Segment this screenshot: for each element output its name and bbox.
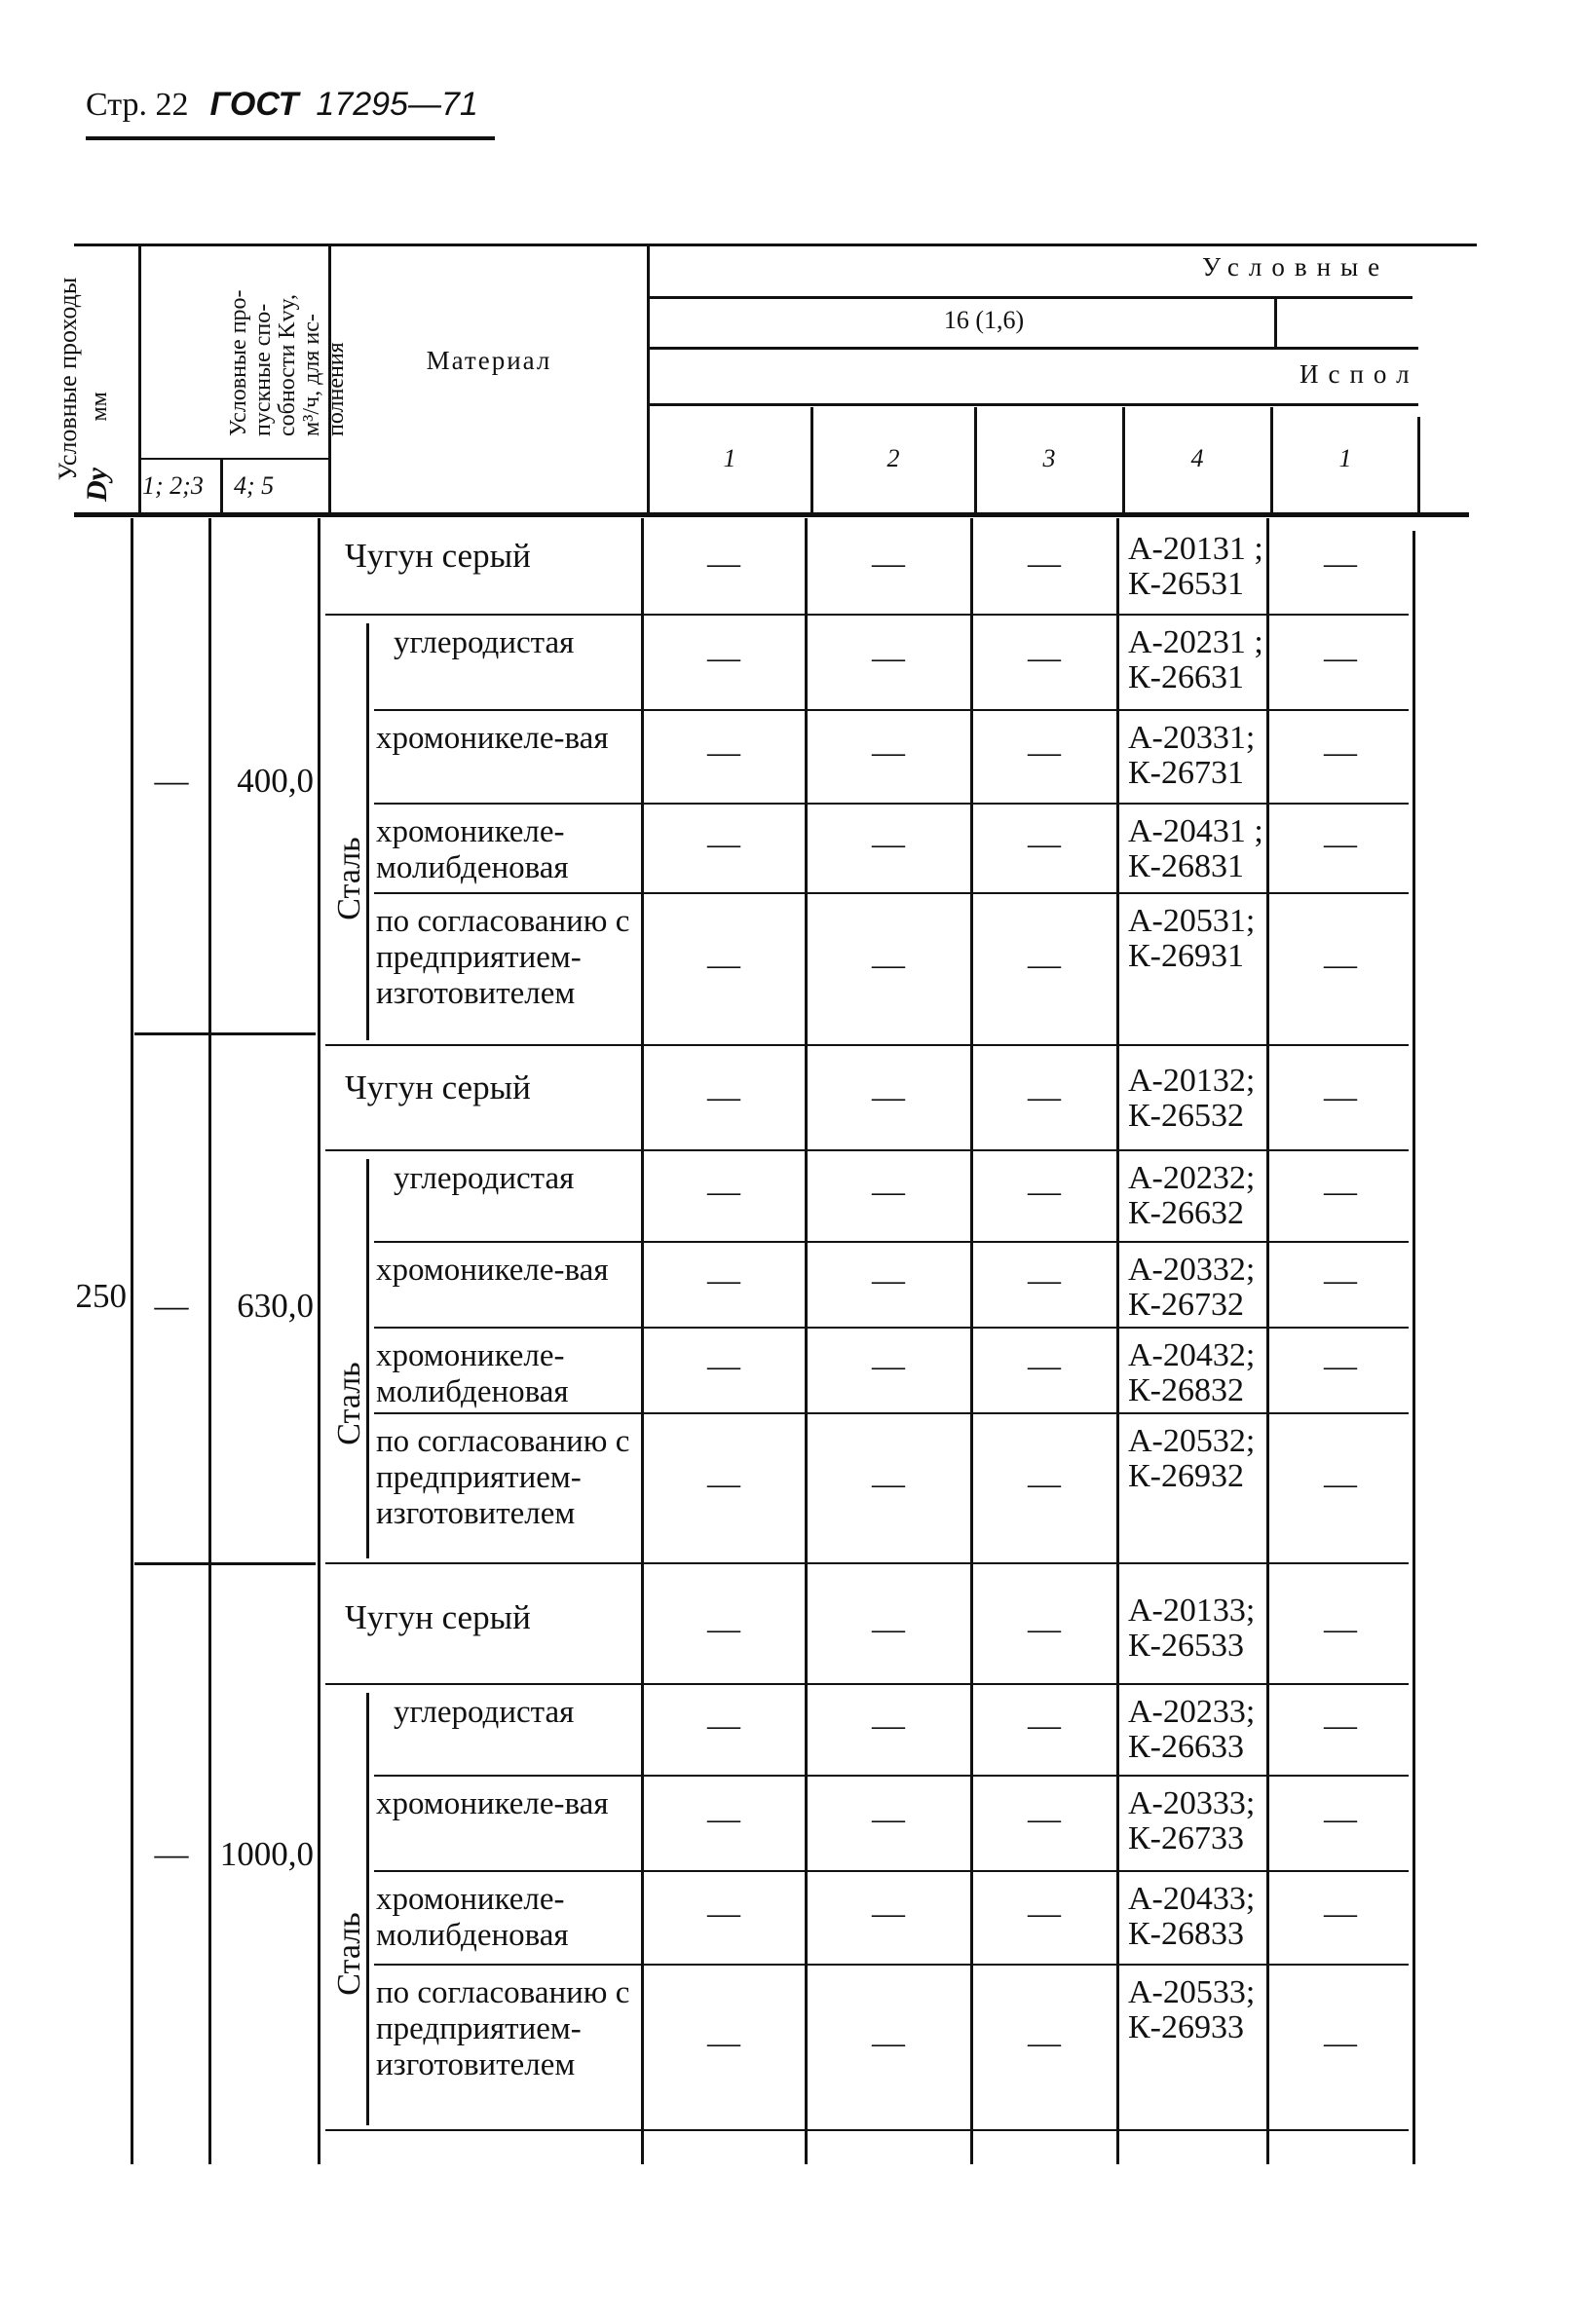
code-line-k: К-26633	[1128, 1729, 1244, 1765]
row-separator	[374, 1241, 1409, 1243]
material-steel-grade: по согласованию с предприятием-изготовителем	[376, 904, 630, 1011]
col-num-3: 3	[1042, 444, 1056, 472]
code-line-k: К-26831	[1128, 848, 1244, 884]
dash-cell: —	[707, 826, 740, 862]
kv-header-text-5: полнения	[323, 342, 349, 436]
dash-cell: —	[872, 1174, 905, 1210]
code-line-k: К-26833	[1128, 1916, 1244, 1952]
code-cell	[1128, 532, 1268, 602]
code-line-k: К-26731	[1128, 755, 1244, 791]
dy-symbol-unit	[81, 268, 114, 502]
material-steel-grade: хромоникеле-вая	[376, 1253, 609, 1288]
dash-cell: —	[872, 1707, 905, 1743]
kv-header-line-1	[226, 232, 251, 436]
dash-cell: —	[707, 2025, 740, 2061]
kv-header-line-5	[323, 232, 349, 436]
hdr-h-pressure	[649, 347, 1418, 350]
kv-45-value: 400,0	[237, 762, 314, 800]
group-separator	[325, 1562, 1409, 1564]
dash-cell: —	[1028, 1174, 1061, 1210]
row-separator	[325, 1683, 1409, 1685]
dy-label: Условные проходы	[54, 277, 82, 481]
code-line-a: А-20533;	[1128, 1974, 1256, 2010]
dy-symbol: Dy	[81, 468, 113, 502]
row-separator	[374, 1775, 1409, 1777]
dash-cell: —	[707, 1174, 740, 1210]
code-cell	[1128, 1882, 1268, 1952]
dash-cell: —	[1028, 1466, 1061, 1502]
code-line-k: К-26732	[1128, 1287, 1244, 1323]
kv-123-value: —	[154, 762, 189, 800]
code-line-a: А-20433;	[1128, 1881, 1256, 1917]
hdr-v-kv-sub	[220, 458, 223, 514]
code-line-k: К-26932	[1128, 1458, 1244, 1494]
dash-cell: —	[1028, 1079, 1061, 1115]
code-cell	[1128, 625, 1268, 695]
dash-cell: —	[1028, 640, 1061, 676]
dash-cell: —	[1324, 1707, 1357, 1743]
dash-cell: —	[1028, 947, 1061, 983]
code-cell	[1128, 1064, 1268, 1134]
dash-cell: —	[872, 826, 905, 862]
dash-cell: —	[1324, 1895, 1357, 1931]
dash-cell: —	[707, 734, 740, 770]
dash-cell: —	[872, 1466, 905, 1502]
code-cell	[1128, 1593, 1268, 1664]
dash-cell: —	[872, 545, 905, 581]
code-line-a: А-20232;	[1128, 1160, 1256, 1196]
page-label: Стр. 22	[86, 87, 189, 123]
code-cell	[1128, 1975, 1268, 2045]
material-cast-iron: Чугун серый	[345, 1598, 531, 1636]
code-cell	[1128, 1338, 1268, 1408]
dash-cell: —	[1028, 826, 1061, 862]
dash-cell: —	[872, 1262, 905, 1298]
material-steel-grade: углеродистая	[394, 625, 575, 660]
dash-cell: —	[872, 734, 905, 770]
kv-45-value: 630,0	[237, 1287, 314, 1325]
group-sep-kv-1	[134, 1032, 316, 1035]
uslovnye-header: Условные	[1202, 252, 1390, 281]
row-separator	[374, 1412, 1409, 1414]
code-cell	[1128, 904, 1268, 974]
ispol-header: Испол	[1300, 359, 1419, 389]
material-cast-iron: Чугун серый	[345, 537, 531, 575]
row-separator	[374, 709, 1409, 711]
row-separator	[374, 1327, 1409, 1329]
material-header: Материал	[426, 346, 552, 375]
running-header	[86, 86, 478, 124]
code-line-a: А-20133;	[1128, 1593, 1256, 1629]
kv-45-value: 1000,0	[219, 1835, 314, 1873]
group-separator	[325, 1044, 1409, 1046]
dash-cell: —	[872, 947, 905, 983]
dash-cell: —	[1324, 1466, 1357, 1502]
code-cell	[1128, 1424, 1268, 1494]
standard-name: ГОСТ	[209, 86, 299, 123]
dash-cell: —	[1324, 1801, 1357, 1837]
body-v-col4	[1116, 518, 1119, 2164]
row-separator	[325, 614, 1409, 616]
material-steel-grade: углеродистая	[394, 1695, 575, 1730]
dash-cell: —	[707, 1611, 740, 1647]
code-line-k: К-26933	[1128, 2009, 1244, 2045]
dash-cell: —	[1324, 734, 1357, 770]
pressure-header: 16 (1,6)	[943, 306, 1025, 334]
dash-cell: —	[707, 1348, 740, 1384]
code-line-a: А-20333;	[1128, 1785, 1256, 1821]
hdr-h-uslovnye	[649, 296, 1412, 299]
steel-label: Сталь	[331, 1912, 367, 1996]
kv-sub-45: 4; 5	[234, 471, 275, 500]
row-separator	[374, 1964, 1409, 1966]
code-line-k: К-26631	[1128, 659, 1244, 695]
col-num-5: 1	[1338, 444, 1352, 472]
dash-cell: —	[1324, 2025, 1357, 2061]
dash-cell: —	[1324, 545, 1357, 581]
kv-header-text-4: м³/ч, для ис-	[299, 314, 324, 436]
dash-cell: —	[707, 947, 740, 983]
material-steel-grade: хромоникеле-молибденовая	[376, 814, 569, 885]
code-line-a: А-20231 ;	[1128, 624, 1263, 660]
col-num-4: 4	[1190, 444, 1204, 472]
material-steel-grade: хромоникеле-вая	[376, 1786, 609, 1821]
row-separator	[374, 1870, 1409, 1872]
kv-sub-123: 1; 2;3	[142, 471, 204, 500]
dash-cell: —	[1028, 1895, 1061, 1931]
code-cell	[1128, 1161, 1268, 1231]
kv-header-line-4	[299, 232, 324, 436]
code-cell	[1128, 1253, 1268, 1323]
code-line-a: А-20332;	[1128, 1252, 1256, 1288]
header-underline	[86, 136, 495, 140]
kv-header-text-2: пускные спо-	[250, 303, 276, 436]
table-header-bottom-rule	[74, 512, 1469, 517]
kv-123-value: —	[154, 1287, 189, 1325]
code-line-k: К-26532	[1128, 1098, 1244, 1134]
body-v-dy	[131, 518, 133, 2164]
material-steel-grade: по согласованию с предприятием-изготовителем	[376, 1975, 630, 2082]
dash-cell: —	[872, 2025, 905, 2061]
group-separator	[325, 2129, 1409, 2131]
code-line-k: К-26533	[1128, 1628, 1244, 1664]
hdr-h-ispol	[649, 403, 1418, 406]
dash-cell: —	[1324, 640, 1357, 676]
code-cell	[1128, 721, 1268, 791]
body-v-col6	[1412, 531, 1415, 2164]
steel-label: Сталь	[331, 1362, 367, 1445]
code-line-a: А-20131 ;	[1128, 531, 1263, 567]
dash-cell: —	[872, 640, 905, 676]
hdr-v-pressure-sep	[1274, 298, 1277, 347]
code-line-a: А-20532;	[1128, 1423, 1256, 1459]
kv-header-line-3	[275, 232, 300, 436]
code-line-k: К-26832	[1128, 1372, 1244, 1408]
col-num-1: 1	[723, 444, 736, 472]
material-steel-grade: по согласованию с предприятием-изготовителем	[376, 1424, 630, 1531]
dash-cell: —	[1028, 1348, 1061, 1384]
dash-cell: —	[707, 1895, 740, 1931]
code-line-a: А-20132;	[1128, 1063, 1256, 1099]
code-line-a: А-20331;	[1128, 720, 1256, 756]
row-separator	[374, 803, 1409, 805]
code-line-a: А-20531;	[1128, 903, 1256, 939]
code-line-k: К-26632	[1128, 1195, 1244, 1231]
material-steel-grade: углеродистая	[394, 1161, 575, 1196]
dash-cell: —	[1028, 734, 1061, 770]
dash-cell: —	[1028, 545, 1061, 581]
dash-cell: —	[707, 640, 740, 676]
standard-number: 17295—71	[316, 86, 478, 123]
code-line-a: А-20431 ;	[1128, 813, 1263, 849]
dash-cell: —	[707, 1801, 740, 1837]
dash-cell: —	[707, 1707, 740, 1743]
dash-cell: —	[1324, 1079, 1357, 1115]
code-line-a: А-20432;	[1128, 1337, 1256, 1373]
dash-cell: —	[872, 1079, 905, 1115]
dash-cell: —	[707, 1262, 740, 1298]
dash-cell: —	[1324, 1174, 1357, 1210]
material-cast-iron: Чугун серый	[345, 1068, 531, 1106]
dash-cell: —	[1324, 1348, 1357, 1384]
dash-cell: —	[707, 1079, 740, 1115]
code-line-a: А-20233;	[1128, 1694, 1256, 1730]
dy-value: 250	[75, 1277, 127, 1315]
dash-cell: —	[1028, 1707, 1061, 1743]
code-cell	[1128, 1786, 1268, 1856]
dash-cell: —	[872, 1801, 905, 1837]
code-cell	[1128, 1695, 1268, 1765]
code-cell	[1128, 814, 1268, 884]
hdr-v1	[138, 245, 141, 514]
code-line-k: К-26931	[1128, 938, 1244, 974]
dash-cell: —	[707, 545, 740, 581]
dash-cell: —	[1324, 826, 1357, 862]
kv-header-text-1: Условные про-	[226, 289, 251, 436]
kv-header-line-2	[250, 232, 276, 436]
code-line-k: К-26733	[1128, 1820, 1244, 1856]
dash-cell: —	[1324, 947, 1357, 983]
dash-cell: —	[872, 1348, 905, 1384]
group-sep-kv-2	[134, 1562, 316, 1565]
dash-cell: —	[1324, 1611, 1357, 1647]
hdr-h-kv-sub	[138, 458, 330, 460]
dash-cell: —	[1028, 1801, 1061, 1837]
dash-cell: —	[872, 1611, 905, 1647]
material-steel-grade: хромоникеле-молибденовая	[376, 1882, 569, 1953]
dy-unit: мм	[87, 392, 112, 422]
col-num-2: 2	[886, 444, 900, 472]
row-separator	[325, 1149, 1409, 1151]
dash-cell: —	[872, 1895, 905, 1931]
dash-cell: —	[1028, 1611, 1061, 1647]
dash-cell: —	[1028, 2025, 1061, 2061]
steel-label: Сталь	[331, 837, 367, 920]
material-steel-grade: хромоникеле-вая	[376, 721, 609, 756]
material-steel-grade: хромоникеле-молибденовая	[376, 1338, 569, 1409]
dash-cell: —	[1028, 1262, 1061, 1298]
kv-header-text-3: собности Kvy,	[275, 293, 300, 436]
body-v-material	[318, 518, 320, 2164]
kv-123-value: —	[154, 1835, 189, 1873]
dash-cell: —	[707, 1466, 740, 1502]
row-separator	[374, 892, 1409, 894]
dash-cell: —	[1324, 1262, 1357, 1298]
code-line-k: К-26531	[1128, 566, 1244, 602]
